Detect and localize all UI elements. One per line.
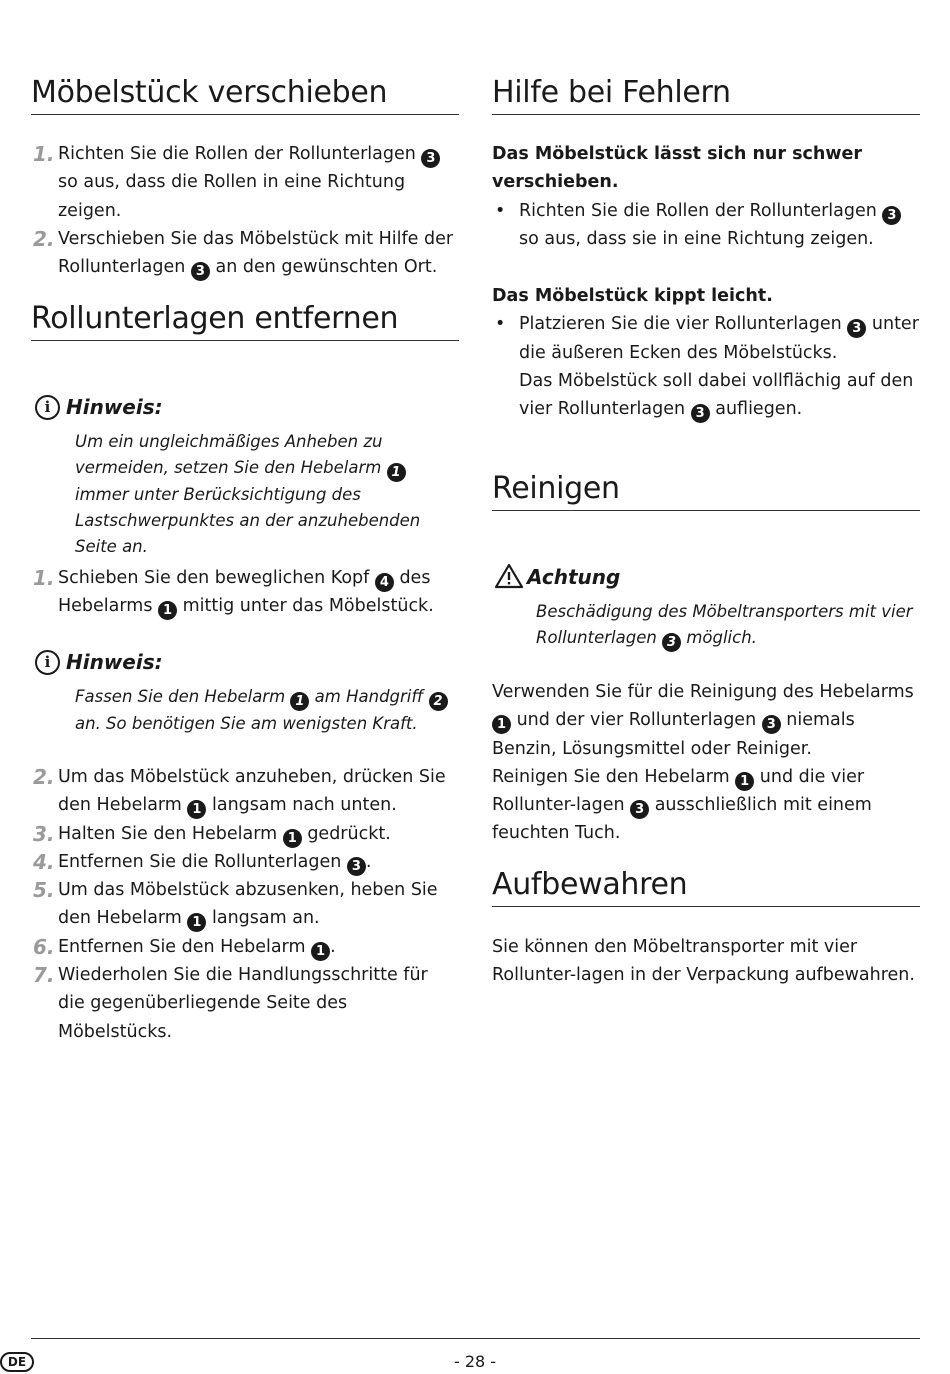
part-ref-3-icon: 3 <box>762 715 781 734</box>
bullet-icon: • <box>495 314 506 335</box>
step-item: 3. Halten Sie den Hebelarm 1 gedrückt. <box>31 820 459 848</box>
warning-text: Beschädigung des Möbeltransporters mit vier Rollunterlagen 3 möglich. <box>536 602 913 650</box>
section-title-moebelstueck-verschieben: Möbelstück verschieben <box>31 74 459 115</box>
note-hinweis-1 <box>31 393 459 560</box>
storage-text <box>492 933 920 990</box>
warning-label: Achtung <box>527 565 621 589</box>
part-ref-4-icon: 4 <box>375 573 394 592</box>
part-ref-3-icon: 3 <box>421 149 440 168</box>
step-item: 6. Entfernen Sie den Hebelarm 1 . <box>31 933 459 961</box>
cleaning-text <box>492 678 920 848</box>
step-number: 4. <box>33 849 55 874</box>
problem-heading: Das Möbelstück kippt leicht. <box>492 286 773 306</box>
bullet-item: • Platzieren Sie die vier Rollunterlagen 3 unter die äußeren Ecken des Möbelstücks. <box>492 310 920 367</box>
warning-triangle-icon <box>494 563 524 593</box>
step-item: 1. Richten Sie die Rollen der Rollunterlagen 3 so aus, dass die Rollen in eine Richtung zeigen. <box>31 140 459 225</box>
step-number: 2. <box>33 765 55 789</box>
note-label: Hinweis: <box>66 395 163 419</box>
info-icon: i <box>35 395 60 420</box>
bullet-continuation: Das Möbelstück soll dabei vollflächig auf den vier Rollunterlagen 3 aufliegen. <box>519 370 914 422</box>
steps-verschieben <box>31 140 459 281</box>
bullet-item: • Richten Sie die Rollen der Rollunterlagen 3 so aus, dass sie in eine Richtung zeigen. <box>492 197 920 254</box>
section-title-hilfe-bei-fehlern: Hilfe bei Fehlern <box>492 74 920 115</box>
steps-entfernen-2 <box>31 763 459 1046</box>
step-number: 5. <box>33 878 55 903</box>
step-number: 2. <box>33 226 55 251</box>
warning-achtung <box>492 563 920 652</box>
part-ref-1-icon: 1 <box>290 692 309 711</box>
cleaning-paragraph-1: Verwenden Sie für die Reinigung des Hebelarms 1 und der vier Rollunterlagen 3 niemals Benzin, Lösungsmittel oder Reiniger. <box>492 682 914 759</box>
cleaning-paragraph-2: Reinigen Sie den Hebelarm 1 und die vier Rollunter-lagen 3 ausschließlich mit einem feuchten Tuch. <box>492 766 872 844</box>
bullet-icon: • <box>495 200 506 221</box>
part-ref-3-icon: 3 <box>847 319 866 338</box>
note-hinweis-2 <box>31 648 459 737</box>
step-item: 4. Entfernen Sie die Rollunterlagen 3 . <box>31 848 459 876</box>
part-ref-3-icon: 3 <box>191 262 210 281</box>
part-ref-1-icon: 1 <box>187 800 206 819</box>
step-item: 1. Schieben Sie den beweglichen Kopf 4 des Hebelarms 1 mittig unter das Möbelstück. <box>33 566 434 619</box>
storage-paragraph: Sie können den Möbeltransporter mit vier Rollunter-lagen in der Verpackung aufbewahren. <box>492 937 915 986</box>
note-text: Um ein ungleichmäßiges Anheben zu vermeiden, setzen Sie den Hebelarm 1 immer unter Berücksichtigung des Lastschwerpunktes an der anzuhebenden Seite an. <box>75 432 421 556</box>
part-ref-3-icon: 3 <box>882 206 901 225</box>
info-icon: i <box>35 650 60 675</box>
step-number: 6. <box>33 934 55 959</box>
step-item: 2. Um das Möbelstück anzuheben, drücken Sie den Hebelarm 1 langsam nach unten. <box>33 765 446 818</box>
part-ref-3-icon: 3 <box>662 633 681 652</box>
part-ref-1-icon: 1 <box>187 913 206 932</box>
part-ref-1-icon: 1 <box>311 942 330 961</box>
step-item: 7. Wiederholen Sie die Handlungsschritte für die gegenüberliegende Seite des Möbelstücks. <box>33 963 428 1042</box>
step-item: 2. Verschieben Sie das Möbelstück mit Hilfe der Rollunterlagen 3 an den gewünschten Ort. <box>33 226 454 280</box>
problem-kippt-leicht <box>492 282 920 423</box>
step-item: 5. Um das Möbelstück abzusenken, heben Sie den Hebelarm 1 langsam an. <box>33 878 438 931</box>
steps-entfernen-1 <box>31 564 459 621</box>
step-number: 7. <box>33 963 55 988</box>
part-ref-1-icon: 1 <box>387 463 406 482</box>
part-ref-1-icon: 1 <box>735 772 754 791</box>
step-number: 3. <box>33 821 55 846</box>
page-number: - 28 - <box>453 1352 497 1371</box>
problem-schwer-verschieben <box>492 140 920 253</box>
part-ref-1-icon: 1 <box>492 715 511 734</box>
note-text: Fassen Sie den Hebelarm 1 am Handgriff 2 an. So benötigen Sie am wenigsten Kraft. <box>31 684 459 737</box>
section-title-aufbewahren: Aufbewahren <box>492 866 920 907</box>
problem-heading: Das Möbelstück lässt sich nur schwer verschieben. <box>492 144 863 193</box>
part-ref-3-icon: 3 <box>347 857 366 876</box>
part-ref-1-icon: 1 <box>158 601 177 620</box>
section-title-rollunterlagen-entfernen: Rollunterlagen entfernen <box>31 300 459 341</box>
footer-divider <box>31 1338 920 1339</box>
section-title-reinigen: Reinigen <box>492 470 920 511</box>
part-ref-1-icon: 1 <box>283 829 302 848</box>
part-ref-2-icon: 2 <box>429 692 448 711</box>
step-number: 1. <box>33 142 55 166</box>
part-ref-3-icon: 3 <box>630 800 649 819</box>
language-badge: DE <box>0 1352 34 1372</box>
step-number: 1. <box>33 566 55 590</box>
note-label: Hinweis: <box>66 650 163 674</box>
part-ref-3-icon: 3 <box>691 404 710 423</box>
